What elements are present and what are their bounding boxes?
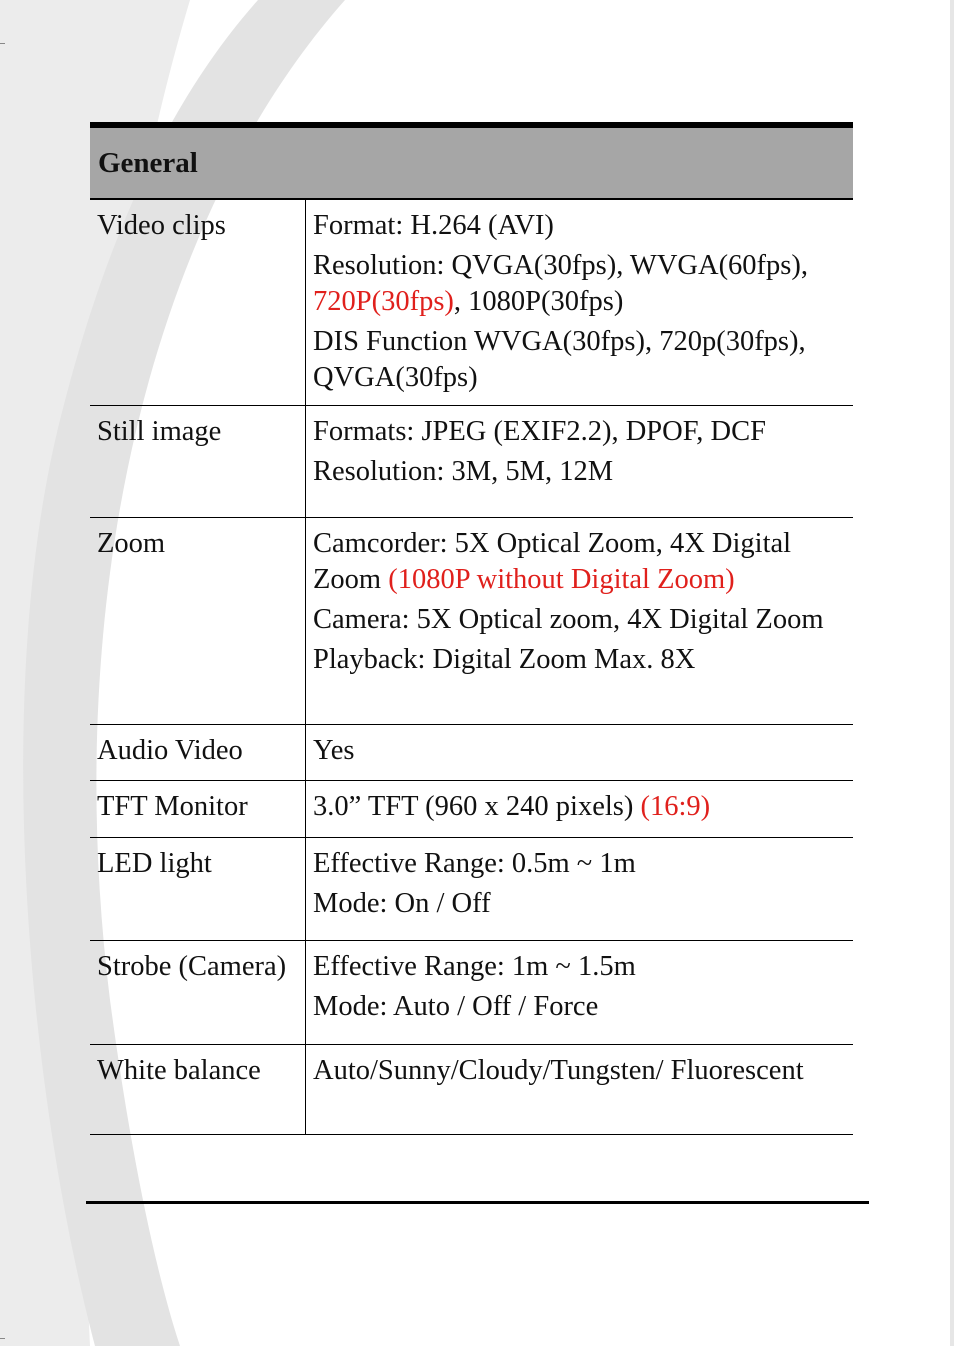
spec-table	[90, 122, 853, 1135]
value-line	[313, 248, 847, 320]
row-label: LED light	[90, 837, 306, 940]
value-text: DIS Function WVGA(30fps), 720p(30fps), QVGA(30fps)	[313, 326, 806, 393]
value-line	[313, 1053, 847, 1089]
highlighted-text: (1080P without Digital Zoom)	[388, 563, 735, 595]
value-line	[313, 414, 847, 450]
margin-tick	[0, 1338, 5, 1339]
value-text: 3.0” TFT (960 x 240 pixels)	[313, 790, 641, 822]
row-label: Still image	[90, 405, 306, 517]
highlighted-text: (16:9)	[640, 790, 711, 822]
margin-tick	[0, 43, 5, 44]
row-label: White balance	[90, 1044, 306, 1134]
value-text: , 1080P(30fps)	[453, 286, 624, 317]
value-line	[313, 733, 847, 769]
table-row	[90, 940, 853, 1044]
row-label: Zoom	[90, 517, 306, 724]
row-value	[306, 940, 854, 1044]
value-line	[313, 454, 847, 490]
value-text: Camcorder: 5X Optical Zoom, 4X Digital Zoom	[313, 527, 792, 595]
highlighted-text: 720P(30fps)	[313, 286, 454, 317]
value-line	[313, 789, 847, 825]
table-row	[90, 780, 853, 837]
value-line	[313, 642, 847, 678]
footer-rule	[86, 1201, 869, 1204]
value-text: Effective Range: 1m ~ 1.5m	[313, 950, 636, 982]
table-row	[90, 837, 853, 940]
value-text: Effective Range: 0.5m ~ 1m	[313, 847, 636, 879]
page-edge	[950, 0, 954, 1346]
table-row	[90, 517, 853, 724]
row-value	[306, 517, 854, 724]
row-label: TFT Monitor	[90, 780, 306, 837]
table-header-row	[90, 125, 853, 199]
value-line	[313, 886, 847, 922]
row-value	[306, 724, 854, 780]
value-text: Yes	[313, 734, 355, 766]
value-text: Playback: Digital Zoom Max. 8X	[313, 643, 696, 675]
value-line	[313, 846, 847, 882]
row-value	[306, 1044, 854, 1134]
row-value	[306, 405, 854, 517]
table-row	[90, 1044, 853, 1134]
table-header: General	[90, 125, 853, 199]
row-value	[306, 837, 854, 940]
value-text: Camera: 5X Optical zoom, 4X Digital Zoom	[313, 603, 824, 635]
table-row	[90, 405, 853, 517]
value-text: Resolution: QVGA(30fps), WVGA(60fps),	[313, 250, 809, 281]
row-value	[306, 780, 854, 837]
value-text: Format: H.264 (AVI)	[313, 210, 554, 241]
value-text: Formats: JPEG (EXIF2.2), DPOF, DCF	[313, 415, 766, 447]
value-text: Auto/Sunny/Cloudy/Tungsten/ Fluorescent	[313, 1054, 804, 1086]
table-body	[90, 199, 853, 1134]
table-row	[90, 724, 853, 780]
value-line	[313, 602, 847, 638]
table-row	[90, 199, 853, 405]
value-line	[313, 989, 847, 1025]
row-value	[306, 199, 854, 405]
row-label: Strobe (Camera)	[90, 940, 306, 1044]
row-label: Audio Video	[90, 724, 306, 780]
value-line	[313, 324, 847, 396]
value-text: Mode: Auto / Off / Force	[313, 990, 599, 1022]
value-text: Mode: On / Off	[313, 887, 491, 919]
row-label: Video clips	[90, 199, 306, 405]
value-line	[313, 526, 847, 598]
value-line	[313, 949, 847, 985]
value-line	[313, 208, 847, 244]
value-text: Resolution: 3M, 5M, 12M	[313, 455, 614, 487]
